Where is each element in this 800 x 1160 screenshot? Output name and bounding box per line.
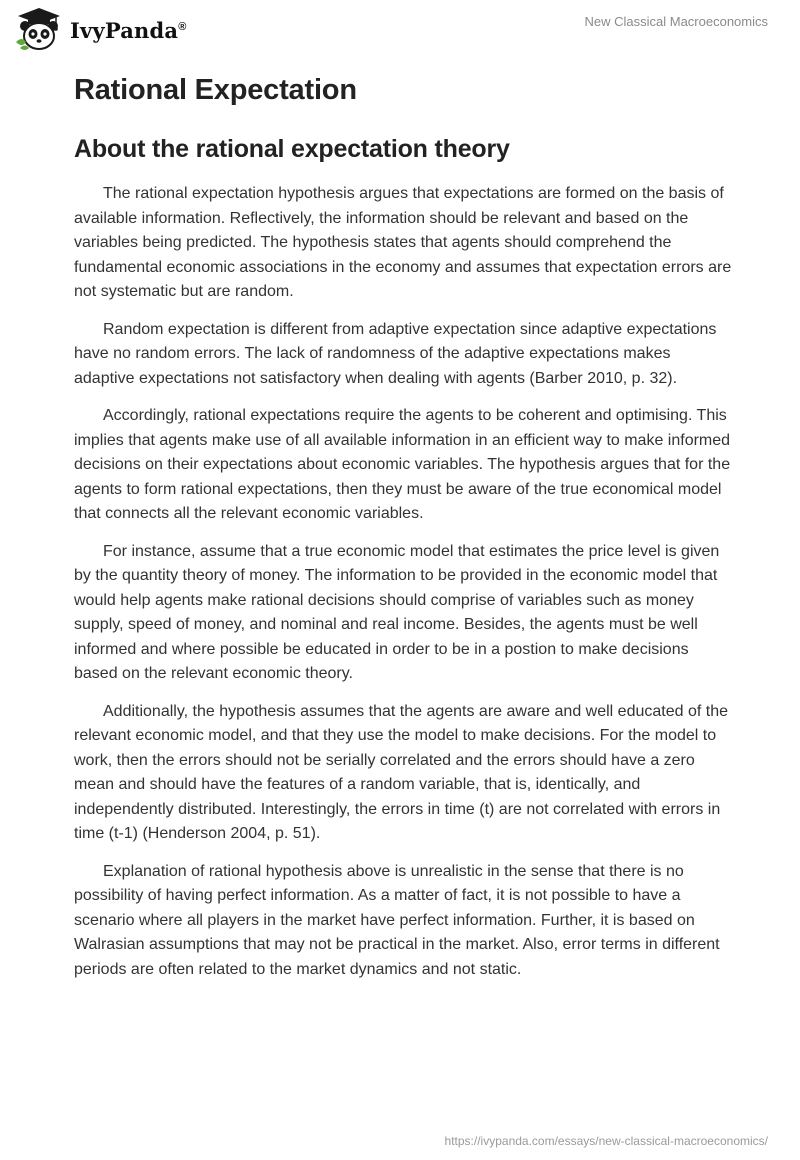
page-title: Rational Expectation xyxy=(74,74,357,106)
article-content xyxy=(74,70,734,995)
brand-name: IvyPanda® xyxy=(70,17,187,43)
paragraph-1: The rational expectation hypothesis argues that expectations are formed on the basis of available information. Reflectively, the information should be relevant and based on the variables being predicted. The hypothesis states that agents should comprehend the fundamental economic associations in the economy and assumes that expectation errors are not systematic but are random. xyxy=(74,185,732,300)
article-body xyxy=(74,182,734,982)
paragraph-5: Additionally, the hypothesis assumes that the agents are aware and well educated of the relevant economic model, and that they use the model to make decisions. For the model to work, then the errors should not be serially correlated and the errors should have a zero mean and should have the features of a random variable, that is, identically, and independently distributed. Interestingly, the errors in time (t) are not correlated with errors in time (t-1) (Henderson 2004, p. 51). xyxy=(74,702,728,842)
panda-graduation-cap-icon xyxy=(14,6,64,52)
paragraph-6: Explanation of rational hypothesis above is unrealistic in the sense that there is no possibility of having perfect information. As a matter of fact, it is not possible to have a scenario where all players in the market have perfect information. Further, it is based on Walrasian assumptions that may not be practical in the market. Also, error terms in different periods are often related to the market dynamics and not static. xyxy=(74,862,720,978)
brand-logo[interactable] xyxy=(14,6,187,52)
paragraph-4: For instance, assume that a true economic model that estimates the price level is given by the quantity theory of money. The information to be provided in the economic model that would help agents make rational decisions should comprise of variables such as money supply, speed of money, and nominal and real income. Besides, the agents must be well informed and where possible be educated in order to be in a postion to make decisions based on the relevant economic theory. xyxy=(74,542,720,682)
page-header xyxy=(0,0,800,60)
source-url[interactable]: https://ivypanda.com/essays/new-classical-macroeconomics/ xyxy=(444,1134,768,1148)
paragraph-2: Random expectation is different from adaptive expectation since adaptive expectations have no random errors. The lack of randomness of the adaptive expectations makes adaptive expectations not satisfactory when dealing with agents (Barber 2010, p. 32). xyxy=(74,320,717,387)
registered-mark: ® xyxy=(178,20,187,33)
document-title: New Classical Macroeconomics xyxy=(584,14,768,29)
section-heading: About the rational expectation theory xyxy=(74,135,510,163)
paragraph-3: Accordingly, rational expectations require the agents to be coherent and optimising. This implies that agents make use of all available information in an efficient way to make informed decisions on their expectations about economic variables. The hypothesis argues that for the agents to form rational expectations, then they must be aware of the true economical model that connects all the relevant economic variables. xyxy=(74,407,731,522)
